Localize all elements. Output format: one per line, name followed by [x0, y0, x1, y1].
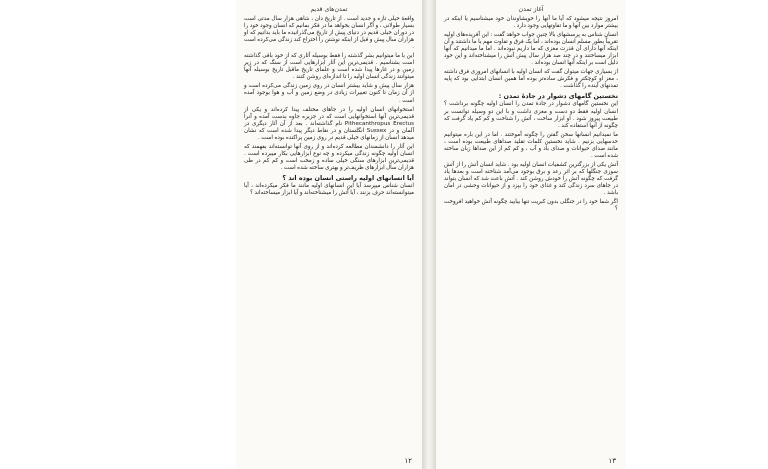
right-paragraph-7: اگر شما خود را در جنگلی بدون کبریت تنها بیابید چگونه آتش خواهید افروخت ؟ — [444, 199, 618, 213]
right-paragraph-3: از بسیاری جهات میتوان گفت که انسان اولیه با انسانهای امروزی فرق داشته ، مغز او کوچکتر و فکرش ساده‌تر بوده اما همین انسان ابتدایی بود که پایه تمدنهای آینده را گذاشت . — [444, 69, 618, 90]
right-section-heading: نخستین گامهای دشوار در جادهٔ تمدن : — [498, 92, 618, 101]
left-page — [236, 0, 422, 469]
right-paragraph-6: آتش یکی از بزرگترین کشفیات انسان اولیه بود . شاید انسان آتش را از آتش سوزی جنگلها که بر اثر رعد و برق بوجود می‌آمد شناخته است و بعدها یاد گرفت که چگونه آتش را خودش روشن کند . آتش باعث شد که انسان بتواند در جاهای سرد زندگی کند و غذای خود را بپزد و از حیوانات وحشی در امان باشد . — [444, 161, 618, 197]
left-section-heading: آیا انسانهای اولیه راستی انسان بوده اند ؟ — [282, 173, 414, 182]
right-paragraph-4: این نخستین گامهای دشوار در جادهٔ تمدن را انسان اولیه چگونه برداشت ؟ انسان اولیه فقط دو دست و مغزی داشت و با این دو وسیله توانست بر طبیعت پیروز شود . او ابزار ساخت ، آتش را شناخت و کم کم یاد گرفت که چگونه از آنها استفاده کند . — [444, 101, 618, 129]
book-gutter — [422, 0, 436, 469]
right-page-header: آغاز تمدن — [518, 6, 544, 13]
left-paragraph-5: این آثار را دانشمندان مطالعه کرده‌اند و از روی آنها توانسته‌اند بفهمند که انسان اولیه چگونه زندگی میکرده و چه نوع ابزارهایی بکار میبرده است . قدیمی‌ترین ابزارهای سنگی خیلی ساده و زمخت است و کم کم در طی هزاران سال ابزارهای ظریف‌تر و بهتری ساخته شده است . — [244, 143, 414, 171]
left-page-number: ۱۲ — [404, 457, 412, 465]
left-paragraph-1: واقعهٔ خیلی تازه و جدید است . از تاریخ دان ، شاهی هزار سال مدتی است بسیار طولانی ، و اگر انسان بخواهد ما در فکر بمانیم که انسان وجود خود را در دوران خیلی قدیم در دنیای پیش از تاریخ می‌گذرانیده ما باید بدانیم که او هزاران سال پیش و قبل از اینکه نوشتن را اختراع کند زندگی می‌کرده است . — [244, 16, 414, 51]
left-page-header: تمدن‌های قدیم — [310, 6, 348, 13]
left-paragraph-4: استخوانهای انسان اولیه را در جاهای مختلف پیدا کرده‌اند و یکی از قدیمی‌ترین آنها استخوانهایی است که در جزیره جاوه بدست آمده و آنرا Pithecanthropus Erectus نام گذاشته‌اند . بعد از آن آثار دیگری در آلمان و در Sussex انگلستان و در نقاط دیگر پیدا شده است که نشان میدهد انسان از زمانهای خیلی قدیم در روی زمین پراکنده بوده است . — [244, 106, 414, 141]
right-paragraph-2: انسان شناس به پرسشهای بالا چنین جواب خواهد گفت : این آفریده‌های اولیه تقریباً بطور مسلم انسان بوده‌اند ، اما یک فرق و تفاوت مهم با ما داشتند و آن اینکه آنها دارای آن قدرت مغزی که ما داریم نبوده‌اند . اما ما میدانیم که آنها ابزار میساختند و در چند صد هزار سال پیش آتش را میشناخته‌اند و این خود دلیل است بر اینکه آنها انسان بوده‌اند . — [444, 32, 618, 67]
left-closing-paragraph: انسان شناس میپرسد آیا این انسانهای اولیه مانند ما فکر میکرده‌اند ، آیا میتوانسته‌اند حرف بزنند ، آیا آتش را میشناخته‌اند و آیا ابزار میساخته‌اند ؟ — [244, 182, 414, 197]
right-paragraph-5: ما نمیدانیم انسانها سخن گفتن را چگونه آموختند . اما در این باره میتوانیم حدسهایی بزنیم . شاید نخستین کلمات تقلید صداهای طبیعت بوده است ، مانند صدای حیوانات و صدای باد و آب ، و کم کم از این صداها زبان ساخته شده است . — [444, 131, 618, 159]
right-page — [436, 0, 626, 469]
right-page-number: ۱۳ — [608, 457, 616, 465]
left-paragraph-3: هزار سال پیش و شاید بیشتر انسان در روی زمین زندگی می‌کرده است و از آن زمان تا کنون تغییرات زیادی در وضع زمین و آب و هوا بوجود آمده است . — [244, 83, 414, 104]
left-paragraph-2: این با ما میتوانیم بشر گذشته را فقط بوسیله آثاری که از خود باقی گذاشته است بشناسیم . قدیمی‌ترین این آثار ابزارهایی است از سنگ که در زیر زمین و در غارها پیدا شده است و علمای تاریخ ماقبل تاریخ بوسیله آنها میتوانند زندگی انسان اولیه را تا اندازه‌ای روشن کنند . — [244, 53, 414, 81]
right-paragraph-1: امروز نتیجه میشود که آیا ما آنها را خویشاوندان خود میشناسیم یا اینکه در بیشتر موارد بین آنها و ما تفاوتهایی وجود دارد . — [444, 16, 618, 30]
